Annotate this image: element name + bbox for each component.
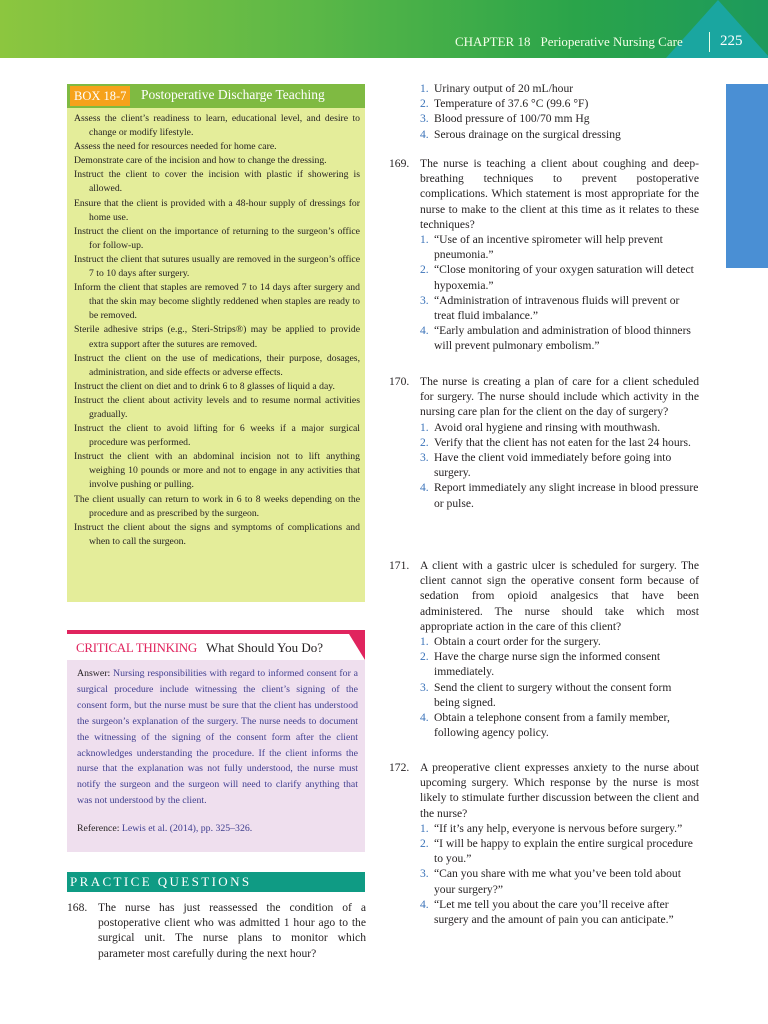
option-item	[420, 821, 699, 836]
option-list	[420, 232, 699, 354]
option-number: 1.	[420, 821, 429, 835]
option-text: “If it’s any help, everyone is nervous before surgery.”	[434, 821, 683, 835]
box-item: Instruct the client with an abdominal incision not to lift anything weighing 10 pounds or more and not to engage in any activities that involve pushing or pulling.	[74, 451, 360, 491]
option-item	[420, 680, 699, 710]
reference-label: Reference:	[77, 823, 120, 834]
box-item: Inform the client that staples are removed 7 to 14 days after surgery and that the skin may become slightly reddened when staples are ready to be removed.	[74, 282, 360, 322]
question-stem: A client with a gastric ulcer is scheduled for surgery. The client cannot sign the operative consent form because of sedation from opioid analgesics that have been administered. The nurse should take which most appropriate action in the care of this client?	[420, 559, 699, 633]
question-172	[389, 760, 699, 927]
option-list	[420, 81, 699, 142]
option-number: 2.	[420, 837, 429, 851]
option-number: 1.	[420, 420, 429, 434]
option-number: 4.	[420, 897, 429, 911]
option-item	[420, 710, 699, 740]
box-item-list	[74, 112, 360, 549]
box-item: Instruct the client on the importance of returning to the surgeon’s office for follow-up.	[74, 225, 360, 251]
box-item: Instruct the client to avoid lifting for 6 weeks if a major surgical procedure was performed.	[74, 423, 360, 449]
box-item: Instruct the client on the use of medications, their purpose, dosages, administration, and side effects or adverse effects.	[74, 352, 360, 378]
option-item	[420, 262, 699, 292]
option-list	[420, 821, 699, 927]
option-number: 4.	[420, 324, 429, 338]
option-number: 3.	[420, 451, 429, 465]
critical-thinking-reference	[77, 823, 252, 834]
question-stem: The nurse has just reassessed the condition of a postoperative client who was admitted 1 hour ago to the surgical unit. The nurse plans to monitor which parameter most carefully during the next hour?	[98, 901, 366, 960]
page-number: 225	[720, 33, 743, 49]
box-item: Instruct the client to cover the incision with plastic if showering is allowed.	[74, 169, 360, 195]
option-item	[420, 634, 699, 649]
option-text: Obtain a court order for the surgery.	[434, 635, 601, 649]
box-item: Sterile adhesive strips (e.g., Steri-Strips®) may be applied to provide extra support after the sutures are removed.	[74, 324, 360, 350]
option-text: Obtain a telephone consent from a family member, following agency policy.	[434, 711, 670, 740]
critical-thinking-title: What Should You Do?	[206, 640, 324, 655]
answer-label: Answer:	[77, 668, 111, 679]
option-number: 3.	[420, 680, 429, 694]
option-text: “Administration of intravenous fluids will prevent or treat fluid imbalance.”	[434, 293, 680, 323]
option-list	[420, 420, 699, 511]
option-number: 1.	[420, 82, 429, 95]
question-stem: The nurse is creating a plan of care for a client scheduled for surgery. The nurse should include which activity in the nursing care plan for the client on the day of surgery?	[420, 375, 699, 419]
question-number: 172.	[389, 761, 410, 774]
option-text: Temperature of 37.6 °C (99.6 °F)	[434, 97, 589, 111]
option-item	[420, 897, 699, 927]
option-number: 2.	[420, 263, 429, 277]
box-item: Ensure that the client is provided with a 48-hour supply of dressings for home use.	[74, 197, 360, 223]
reference-text: Lewis et al. (2014), pp. 325–326.	[121, 823, 253, 834]
question-stem: A preoperative client expresses anxiety to the nurse about upcoming surgery. Which response by the nurse is most likely to stimulate further discussion between the client and the nurse?	[420, 761, 699, 820]
question-169	[389, 156, 699, 354]
option-number: 4.	[420, 711, 429, 725]
option-item	[420, 232, 699, 262]
critical-thinking-label: CRITICAL THINKING	[76, 640, 197, 655]
option-item	[420, 323, 699, 353]
option-text: Send the client to surgery without the consent form being signed.	[434, 680, 672, 709]
box-item: Instruct the client that sutures usually are removed in the surgeon’s office 7 to 10 days after surgery.	[74, 253, 360, 280]
question-number: 171.	[389, 559, 410, 572]
box-item: Demonstrate care of the incision and how to change the dressing.	[74, 155, 327, 167]
option-number: 4.	[420, 481, 429, 495]
option-number: 3.	[420, 867, 429, 881]
side-tab	[726, 84, 768, 268]
option-item	[420, 450, 699, 480]
option-item	[420, 866, 699, 896]
option-item	[420, 127, 699, 142]
option-number: 1.	[420, 233, 429, 247]
option-text: “Use of an incentive spirometer will help prevent pneumonia.”	[434, 233, 663, 262]
box-title: Postoperative Discharge Teaching	[141, 87, 325, 102]
question-168	[67, 900, 366, 961]
critical-thinking-answer	[77, 666, 358, 809]
box-item: Instruct the client about the signs and symptoms of complications and when to call the surgeon.	[74, 521, 360, 547]
option-number: 3.	[420, 293, 429, 307]
option-item	[420, 420, 699, 435]
critical-thinking-corner	[349, 634, 365, 660]
option-text: Avoid oral hygiene and rinsing with mouthwash.	[434, 420, 661, 434]
box-item: Instruct the client about activity levels and to resume normal activities gradually.	[74, 394, 360, 420]
option-number: 4.	[420, 127, 429, 141]
chapter-title: Perioperative Nursing Care	[540, 34, 683, 49]
question-number: 168.	[67, 901, 88, 914]
question-stem: The nurse is teaching a client about coughing and deep-breathing techniques to prevent postoperative complications. Which statement is most appropriate for the nurse to make to the client at this time as it relates to these techniques?	[420, 157, 699, 231]
box-item: Assess the client’s readiness to learn, educational level, and desire to change or modify lifestyle.	[74, 113, 360, 139]
option-text: Have the client void immediately before going into surgery.	[434, 451, 672, 480]
option-text: “Close monitoring of your oxygen saturation will detect hypoxemia.”	[434, 263, 694, 292]
option-item	[420, 293, 699, 323]
option-text: Serous drainage on the surgical dressing	[434, 127, 621, 141]
chapter-label: CHAPTER 18	[455, 34, 531, 49]
option-item	[420, 836, 699, 866]
option-text: Blood pressure of 100/70 mm Hg	[434, 112, 590, 126]
option-number: 2.	[420, 97, 429, 111]
practice-questions-heading: PRACTICE QUESTIONS	[70, 874, 252, 889]
option-number: 1.	[420, 635, 429, 649]
option-list	[420, 634, 699, 740]
option-item	[420, 649, 699, 679]
option-item	[420, 435, 699, 450]
option-text: Have the charge nurse sign the informed consent immediately.	[434, 650, 661, 679]
box-item: Assess the need for resources needed for home care.	[74, 141, 277, 153]
question-number: 169.	[389, 157, 410, 170]
box-label: BOX 18-7	[70, 86, 130, 106]
question-170	[389, 374, 699, 511]
option-item	[420, 480, 699, 510]
option-text: Verify that the client has not eaten for the last 24 hours.	[434, 435, 691, 449]
option-text: “Let me tell you about the care you’ll receive after surgery and the amount of pain you can anticipate.”	[434, 897, 674, 927]
box-item: Instruct the client on diet and to drink 6 to 8 glasses of liquid a day.	[74, 380, 335, 392]
option-text: “Early ambulation and administration of blood thinners will prevent pulmonary embolism.”	[434, 324, 691, 353]
option-item	[420, 111, 699, 126]
option-number: 3.	[420, 112, 429, 126]
option-text: Urinary output of 20 mL/hour	[434, 82, 574, 95]
option-text: “Can you share with me what you’ve been told about your surgery?”	[434, 867, 681, 896]
question-171	[389, 558, 699, 740]
option-number: 2.	[420, 650, 429, 664]
option-item	[420, 96, 699, 111]
option-text: “I will be happy to explain the entire surgical procedure to you.”	[434, 837, 693, 866]
box-item: The client usually can return to work in 6 to 8 weeks depending on the procedure and as prescribed by the surgeon.	[74, 493, 360, 519]
option-number: 2.	[420, 435, 429, 449]
option-text: Report immediately any slight increase in blood pressure or pulse.	[434, 481, 699, 510]
answer-text: Nursing responsibilities with regard to informed consent for a surgical procedure include witnessing the client’s signing of the consent form, but the nurse must be sure that the client has understood the surgeon’s explanation of the surgery. The nurse needs to document the witnessing of the signing of the consent form after the client acknowledges understanding the procedure. If the client informs the nurse that the explanation was not fully understood, the nurse must notify the surgeon and the surgeon will need to clarify anything that was not understood by the client.	[77, 668, 358, 807]
question-number: 170.	[389, 375, 410, 388]
option-item	[420, 81, 699, 96]
running-head	[455, 34, 683, 50]
question-168-options	[389, 81, 699, 142]
header-divider	[709, 32, 710, 52]
